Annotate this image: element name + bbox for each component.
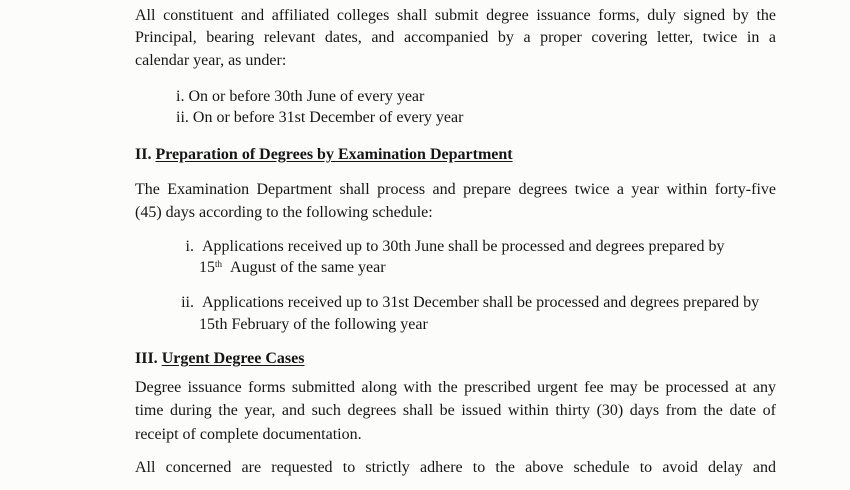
schedule-item <box>177 237 725 257</box>
intro-list-item <box>176 87 424 107</box>
section-number: II. <box>135 146 152 163</box>
intro-list-item <box>176 108 463 128</box>
intro-line-1: All constituent and affiliated colleges shall submit degree issuance forms, duly signed by the <box>135 7 776 24</box>
list-number: ii. <box>176 109 189 126</box>
list-number: i. <box>176 88 185 105</box>
section-title: Urgent Degree Cases <box>161 350 305 367</box>
list-number: ii. <box>181 294 194 311</box>
section-heading <box>135 145 513 165</box>
section3-line-1: Degree issuance forms submitted along with the prescribed urgent fee may be processed at any <box>135 379 776 396</box>
section2-line-1: The Examination Department shall process and prepare degrees twice a year within forty-five <box>135 181 776 198</box>
list-text: August of the same year <box>230 259 386 276</box>
section-heading <box>135 349 304 369</box>
section3-line-2: time during the year, and such degrees shall be issued within thirty (30) days from the date of <box>135 402 776 419</box>
closing-line: All concerned are requested to strictly adhere to the above schedule to avoid delay and <box>135 459 776 476</box>
list-text: On or before 30th June of every year <box>188 88 425 105</box>
schedule-item-continuation: 15th February of the following year <box>199 316 428 333</box>
list-text: Applications received up to 30th June shall be processed and degrees prepared by <box>202 238 725 255</box>
intro-line-2: Principal, bearing relevant dates, and accompanied by a proper covering letter, twice in a <box>135 29 776 46</box>
section-title: Preparation of Degrees by Examination Department <box>155 146 513 163</box>
schedule-item-continuation <box>199 258 386 278</box>
section3-line-3: receipt of complete documentation. <box>135 426 362 443</box>
section-number: III. <box>135 350 158 367</box>
list-text: Applications received up to 31st December shall be processed and degrees prepared by <box>202 294 760 311</box>
date-ordinal: th <box>215 259 223 269</box>
date-day: 15 <box>199 259 215 276</box>
list-text: On or before 31st December of every year <box>192 109 464 126</box>
section2-line-2: (45) days according to the following schedule: <box>135 204 433 221</box>
intro-line-3: calendar year, as under: <box>135 52 287 69</box>
list-number: i. <box>185 238 194 255</box>
schedule-item <box>177 293 759 313</box>
